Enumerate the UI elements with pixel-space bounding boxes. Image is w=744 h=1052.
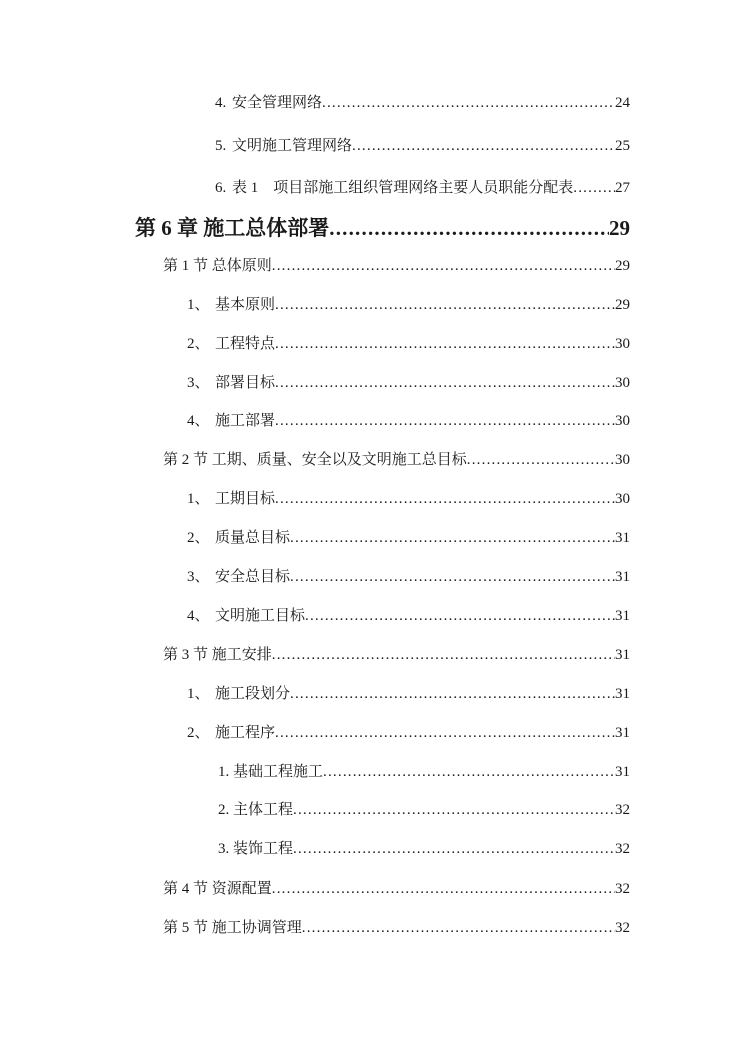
toc-entry-label: 第 4 节 资源配置 xyxy=(163,881,272,897)
toc-leader-dots xyxy=(467,451,615,469)
toc-entry-label: 第 6 章 施工总体部署 xyxy=(135,216,330,240)
toc-entry-number: 1、 xyxy=(187,491,210,507)
toc-entry-page: 32 xyxy=(615,802,630,818)
toc-section-entry[interactable] xyxy=(133,919,630,937)
toc-entry-label: 工程特点 xyxy=(215,336,276,352)
toc-entry-label: 主体工程 xyxy=(233,802,294,818)
toc-entry-label: 工期目标 xyxy=(215,491,276,507)
toc-entry[interactable] xyxy=(133,801,630,819)
toc-section-entry[interactable] xyxy=(133,451,630,469)
toc-leader-dots xyxy=(290,529,615,547)
toc-leader-dots xyxy=(275,412,615,430)
toc-entry-number: 4、 xyxy=(187,413,210,429)
toc-entry-label: 文明施工目标 xyxy=(215,608,306,624)
toc-entry-number: 6. xyxy=(215,180,227,196)
toc-chapter-entry[interactable] xyxy=(133,215,630,241)
toc-leader-dots xyxy=(272,880,615,898)
toc-entry-number: 3、 xyxy=(187,375,210,391)
toc-entry-label: 第 3 节 施工安排 xyxy=(163,647,272,663)
toc-entry-label: 部署目标 xyxy=(215,375,276,391)
toc-leader-dots xyxy=(290,685,615,703)
toc-leader-dots xyxy=(322,94,615,112)
toc-leader-dots xyxy=(272,257,615,275)
toc-section-entry[interactable] xyxy=(133,646,630,664)
toc-leader-dots xyxy=(352,137,615,155)
toc-leader-dots xyxy=(272,646,615,664)
toc-entry-page: 24 xyxy=(615,95,630,111)
toc-entry-label: 第 5 节 施工协调管理 xyxy=(163,920,302,936)
toc-entry-number: 2、 xyxy=(187,530,210,546)
table-of-contents xyxy=(133,0,630,1052)
toc-entry-number: 3、 xyxy=(187,569,210,585)
toc-entry-page: 31 xyxy=(615,608,630,624)
toc-entry[interactable] xyxy=(133,335,630,353)
toc-entry[interactable] xyxy=(133,568,630,586)
toc-entry[interactable] xyxy=(133,607,630,625)
toc-entry-page: 31 xyxy=(615,725,630,741)
toc-leader-dots xyxy=(275,374,615,392)
toc-entry-number: 2、 xyxy=(187,336,210,352)
toc-entry[interactable] xyxy=(133,179,630,197)
toc-section-entry[interactable] xyxy=(133,880,630,898)
toc-entry[interactable] xyxy=(133,137,630,155)
toc-entry-label: 施工部署 xyxy=(215,413,276,429)
toc-leader-dots xyxy=(275,296,615,314)
toc-entry-label: 文明施工管理网络 xyxy=(232,138,353,154)
toc-entry-number: 1、 xyxy=(187,686,210,702)
toc-entry[interactable] xyxy=(133,724,630,742)
toc-entry-page: 31 xyxy=(615,530,630,546)
toc-entry[interactable] xyxy=(133,685,630,703)
toc-entry-label: 基本原则 xyxy=(215,297,276,313)
toc-entry-number: 2、 xyxy=(187,725,210,741)
toc-leader-dots xyxy=(293,801,615,819)
toc-entry-label: 表 1 项目部施工组织管理网络主要人员职能分配表 xyxy=(232,180,574,196)
toc-leader-dots xyxy=(305,607,615,625)
toc-entry-number: 5. xyxy=(215,138,227,154)
toc-entry[interactable] xyxy=(133,296,630,314)
toc-entry-label: 安全管理网络 xyxy=(232,95,323,111)
toc-entry-number: 4、 xyxy=(187,608,210,624)
toc-entry-label: 第 1 节 总体原则 xyxy=(163,258,272,274)
toc-entry-label: 装饰工程 xyxy=(233,841,294,857)
toc-leader-dots xyxy=(302,919,615,937)
toc-entry[interactable] xyxy=(133,94,630,112)
toc-entry-page: 30 xyxy=(615,336,630,352)
toc-entry-page: 31 xyxy=(615,686,630,702)
toc-entry[interactable] xyxy=(133,490,630,508)
toc-entry-page: 31 xyxy=(615,569,630,585)
toc-entry-page: 25 xyxy=(615,138,630,154)
toc-entry-label: 施工程序 xyxy=(215,725,276,741)
toc-entry-page: 30 xyxy=(615,491,630,507)
toc-entry-page: 27 xyxy=(615,180,630,196)
toc-entry-page: 29 xyxy=(615,297,630,313)
toc-leader-dots xyxy=(293,840,615,858)
toc-leader-dots xyxy=(573,179,615,197)
toc-entry-page: 29 xyxy=(609,216,630,240)
toc-section-entry[interactable] xyxy=(133,257,630,275)
toc-entry-number: 1、 xyxy=(187,297,210,313)
toc-entry-label: 基础工程施工 xyxy=(233,764,324,780)
toc-entry[interactable] xyxy=(133,763,630,781)
toc-entry-number: 4. xyxy=(215,95,227,111)
toc-entry-label: 施工段划分 xyxy=(215,686,291,702)
toc-entry-page: 32 xyxy=(615,881,630,897)
toc-entry-number: 2. xyxy=(218,802,230,818)
toc-entry-label: 安全总目标 xyxy=(215,569,291,585)
toc-entry-page: 32 xyxy=(615,920,630,936)
toc-entry[interactable] xyxy=(133,374,630,392)
toc-entry[interactable] xyxy=(133,412,630,430)
toc-entry-page: 29 xyxy=(615,258,630,274)
toc-entry-page: 31 xyxy=(615,647,630,663)
toc-entry-label: 第 2 节 工期、质量、安全以及文明施工总目标 xyxy=(163,452,467,468)
toc-entry-page: 32 xyxy=(615,841,630,857)
toc-leader-dots xyxy=(329,215,609,241)
toc-entry[interactable] xyxy=(133,529,630,547)
toc-leader-dots xyxy=(275,335,615,353)
toc-entry-page: 31 xyxy=(615,764,630,780)
toc-entry-page: 30 xyxy=(615,452,630,468)
toc-entry-page: 30 xyxy=(615,375,630,391)
toc-leader-dots xyxy=(323,763,615,781)
toc-entry-page: 30 xyxy=(615,413,630,429)
toc-entry-number: 3. xyxy=(218,841,230,857)
toc-leader-dots xyxy=(275,724,615,742)
toc-leader-dots xyxy=(275,490,615,508)
toc-leader-dots xyxy=(290,568,615,586)
toc-entry-label: 质量总目标 xyxy=(215,530,291,546)
toc-entry[interactable] xyxy=(133,840,630,858)
toc-entry-number: 1. xyxy=(218,764,230,780)
